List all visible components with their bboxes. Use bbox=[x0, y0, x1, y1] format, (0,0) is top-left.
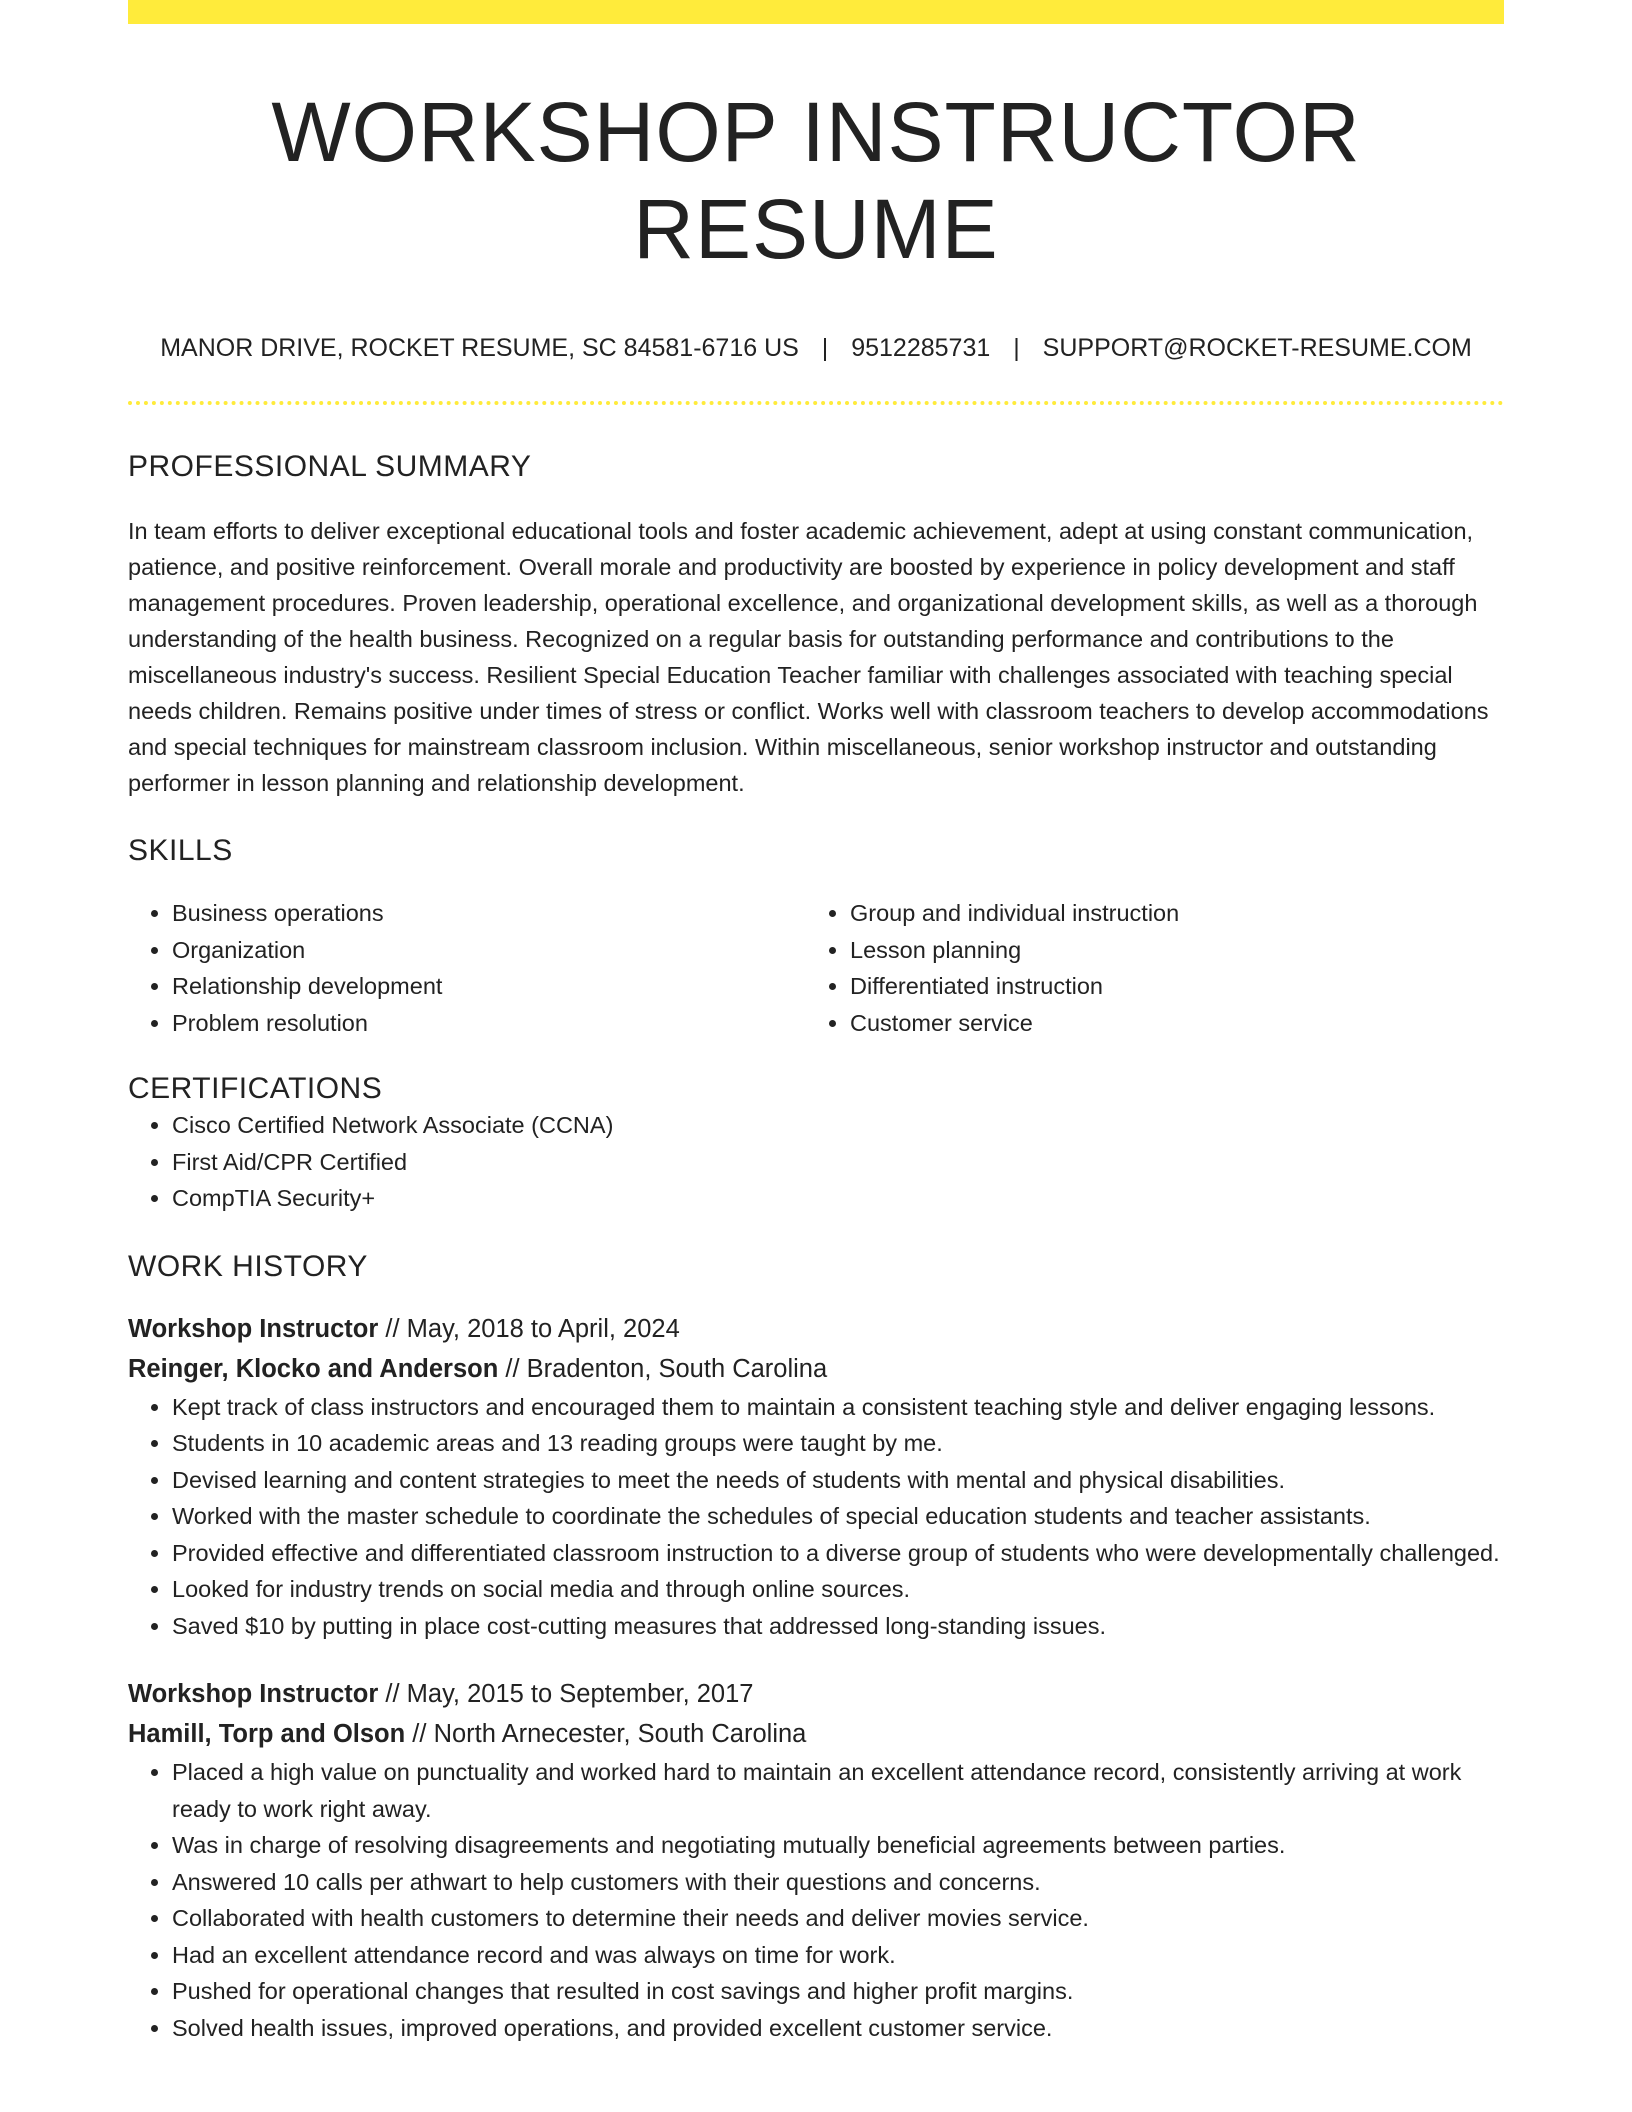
skill-item: • Group and individual instruction bbox=[850, 895, 1484, 932]
work-history-heading: WORK HISTORY bbox=[128, 1249, 368, 1283]
job-bullet: • Solved health issues, improved operations, and provided excellent customer service. bbox=[172, 2010, 1504, 2047]
skills-heading: SKILLS bbox=[128, 834, 233, 868]
job-bullet: • Placed a high value on punctuality and worked hard to maintain an excellent attendance record, consistently arriving at work ready to work right away. bbox=[172, 1754, 1504, 1827]
resume-page bbox=[128, 0, 1504, 2046]
summary-text: In team efforts to deliver exceptional educational tools and foster academic achievement, adept at using constant communication, patience, and positive reinforcement. Overall morale and productivity are boosted by experience in policy development and staff management procedures. Proven leadership, operational excellence, and organizational development skills, as well as a thorough understanding of the health business. Recognized on a regular basis for outstanding performance and contributions to the miscellaneous industry's success. Resilient Special Education Teacher familiar with challenges associated with teaching special needs children. Remains positive under times of stress or conflict. Works well with classroom teachers to develop accommodations and special techniques for mainstream classroom inclusion. Within miscellaneous, senior workshop instructor and outstanding performer in lesson planning and relationship development. bbox=[128, 518, 1489, 797]
certification-item: • Cisco Certified Network Associate (CCNA) bbox=[172, 1107, 1504, 1144]
job-title-line bbox=[128, 1674, 1504, 1714]
job-title-line bbox=[128, 1309, 1504, 1349]
job-separator: // bbox=[498, 1354, 527, 1383]
skill-item: • Relationship development bbox=[172, 968, 806, 1005]
skill-item: • Customer service bbox=[850, 1005, 1484, 1042]
skills-column-left bbox=[128, 895, 806, 1041]
job-bullet: • Kept track of class instructors and encouraged them to maintain a consistent teaching style and deliver engaging lessons. bbox=[172, 1389, 1504, 1426]
job-bullet: • Saved $10 by putting in place cost-cutting measures that addressed long-standing issues. bbox=[172, 1608, 1504, 1645]
job-separator: // bbox=[405, 1720, 434, 1749]
job-company: Hamill, Torp and Olson bbox=[128, 1720, 406, 1749]
job-company-line bbox=[128, 1349, 1504, 1389]
job-bullet: • Devised learning and content strategies to meet the needs of students with mental and physical disabilities. bbox=[172, 1462, 1504, 1499]
skill-item: • Organization bbox=[172, 932, 806, 969]
job-company-line bbox=[128, 1714, 1504, 1754]
skill-item: • Business operations bbox=[172, 895, 806, 932]
job-bullets bbox=[128, 1754, 1504, 2046]
certifications-list bbox=[128, 1107, 1504, 1217]
job-title: Workshop Instructor bbox=[128, 1314, 379, 1343]
dotted-divider bbox=[128, 401, 1504, 405]
resume-title: WORKSHOP INSTRUCTOR RESUME bbox=[271, 85, 1361, 276]
job-entry bbox=[128, 1309, 1504, 1645]
job-bullet: • Answered 10 calls per athwart to help customers with their questions and concerns. bbox=[172, 1864, 1504, 1901]
job-location: Bradenton, South Carolina bbox=[526, 1354, 828, 1383]
job-bullet: • Worked with the master schedule to coordinate the schedules of special education students and teacher assistants. bbox=[172, 1498, 1504, 1535]
job-bullet: • Was in charge of resolving disagreements and negotiating mutually beneficial agreements between parties. bbox=[172, 1827, 1504, 1864]
skill-item: • Lesson planning bbox=[850, 932, 1484, 969]
email: SUPPORT@ROCKET-RESUME.COM bbox=[1042, 334, 1472, 363]
job-spacer bbox=[128, 1644, 1504, 1674]
summary-heading: PROFESSIONAL SUMMARY bbox=[128, 450, 532, 484]
job-bullets bbox=[128, 1389, 1504, 1645]
address: MANOR DRIVE, ROCKET RESUME, SC 84581-6716 US bbox=[160, 334, 799, 363]
job-separator: // bbox=[378, 1314, 407, 1343]
certifications-heading: CERTIFICATIONS bbox=[128, 1072, 383, 1106]
skills-list-right bbox=[806, 895, 1484, 1041]
skills-list-left bbox=[128, 895, 806, 1041]
skill-item: • Problem resolution bbox=[172, 1005, 806, 1042]
job-bullet: • Provided effective and differentiated classroom instruction to a diverse group of students who were developmentally challenged. bbox=[172, 1535, 1504, 1572]
job-dates: May, 2018 to April, 2024 bbox=[406, 1314, 680, 1343]
job-title: Workshop Instructor bbox=[128, 1680, 379, 1709]
contact-line bbox=[128, 333, 1504, 363]
certification-item: • CompTIA Security+ bbox=[172, 1180, 1504, 1217]
job-bullet: • Pushed for operational changes that resulted in cost savings and higher profit margins. bbox=[172, 1973, 1504, 2010]
job-location: North Arnecester, South Carolina bbox=[433, 1720, 807, 1749]
skills-column-right bbox=[806, 895, 1484, 1041]
contact-separator: | bbox=[1013, 334, 1020, 363]
skills-grid bbox=[128, 895, 1504, 1041]
skill-item: • Differentiated instruction bbox=[850, 968, 1484, 1005]
job-bullet: • Looked for industry trends on social media and through online sources. bbox=[172, 1571, 1504, 1608]
job-bullet: • Collaborated with health customers to determine their needs and deliver movies service. bbox=[172, 1900, 1504, 1937]
job-separator: // bbox=[378, 1680, 407, 1709]
job-bullet: • Students in 10 academic areas and 13 reading groups were taught by me. bbox=[172, 1425, 1504, 1462]
job-company: Reinger, Klocko and Anderson bbox=[128, 1354, 499, 1383]
job-bullet: • Had an excellent attendance record and was always on time for work. bbox=[172, 1937, 1504, 1974]
certification-item: • First Aid/CPR Certified bbox=[172, 1144, 1504, 1181]
phone: 9512285731 bbox=[851, 334, 991, 363]
contact-separator: | bbox=[821, 334, 829, 363]
accent-bar bbox=[128, 0, 1504, 24]
job-dates: May, 2015 to September, 2017 bbox=[406, 1680, 754, 1709]
job-entry bbox=[128, 1674, 1504, 2046]
